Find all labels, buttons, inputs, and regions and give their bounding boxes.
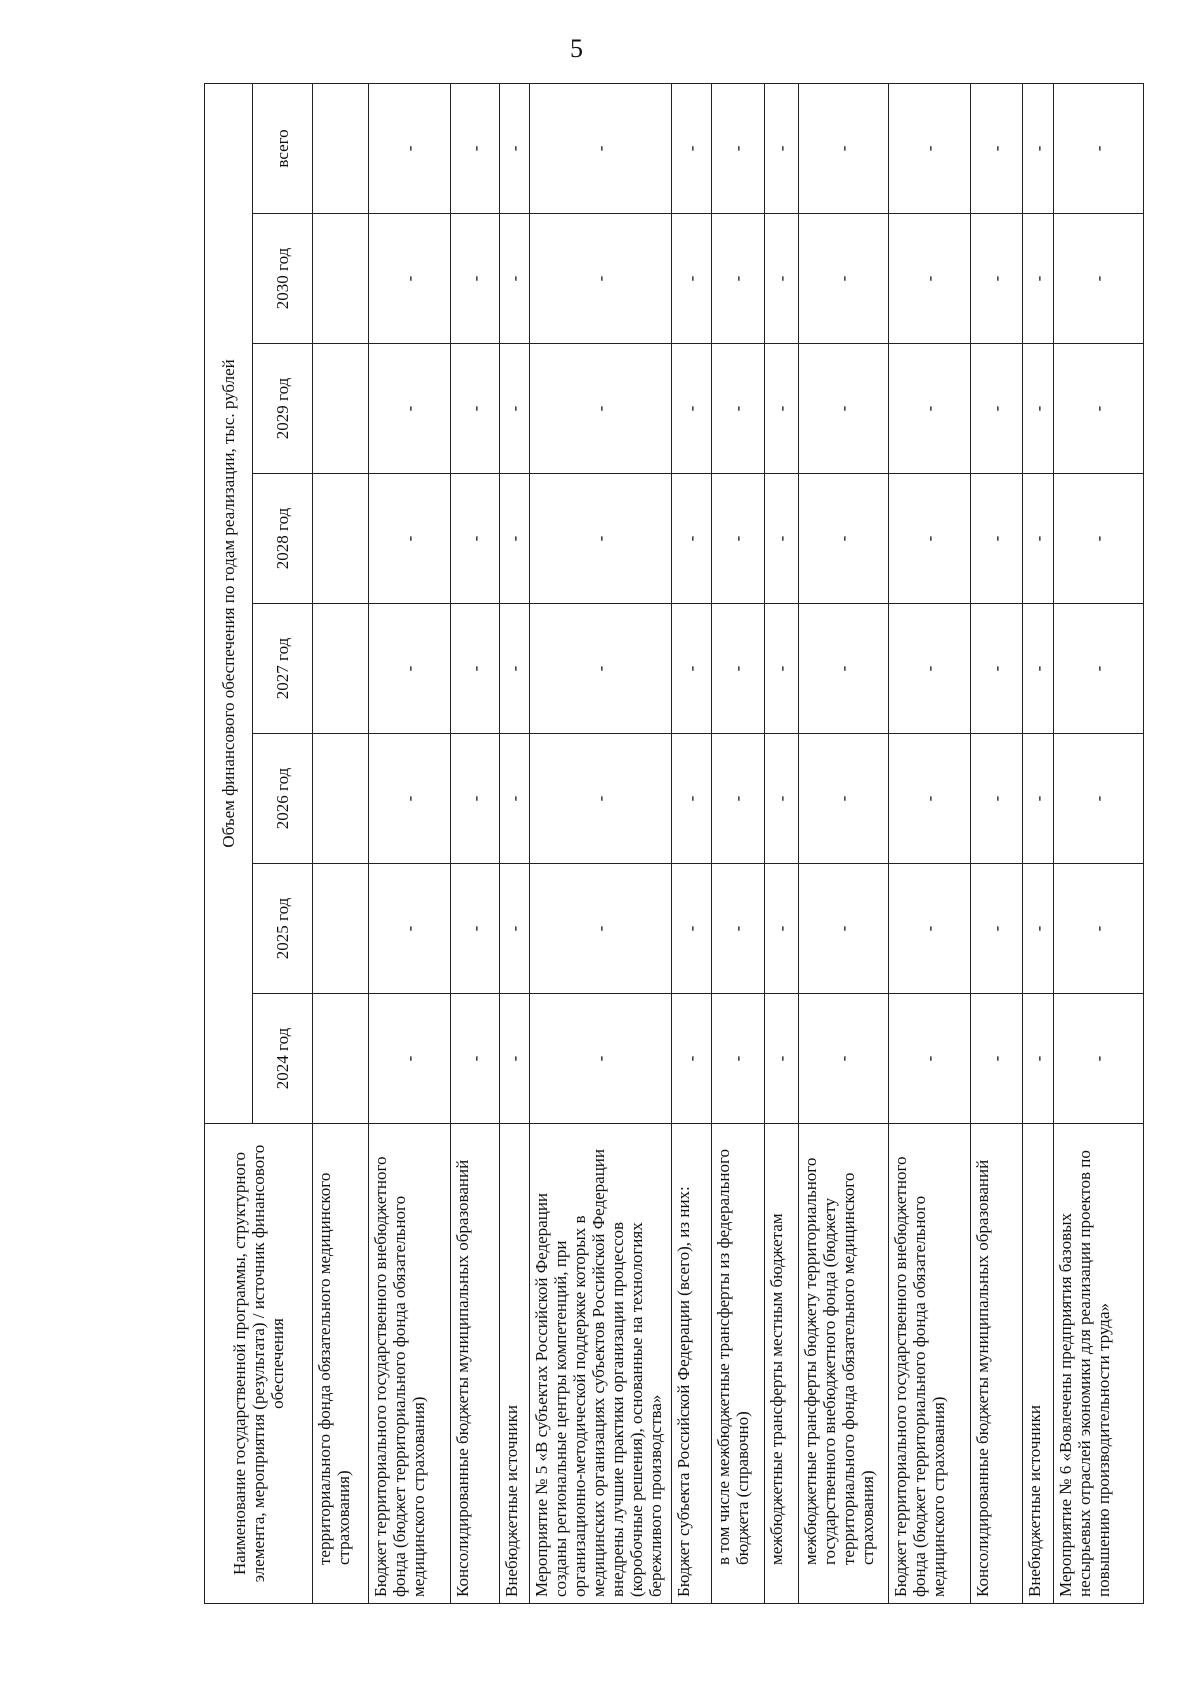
row-label: Консолидированные бюджеты муниципальных образований xyxy=(971,1124,1023,1604)
table-row xyxy=(672,83,712,1603)
row-label: Бюджет территориального государственного внебюджетного фонда (бюджет территориального фонда обязательного медицинского страхования) xyxy=(369,1124,451,1604)
value-cell: - xyxy=(529,604,672,734)
value-cell: - xyxy=(369,214,451,344)
value-cell: - xyxy=(764,994,798,1124)
table-row xyxy=(1053,83,1143,1603)
value-cell: - xyxy=(764,83,798,213)
value-cell: - xyxy=(971,734,1023,864)
value-cell: - xyxy=(971,864,1023,994)
value-cell: - xyxy=(798,734,888,864)
value-cell: - xyxy=(889,864,971,994)
value-cell: - xyxy=(971,344,1023,474)
value-cell: - xyxy=(451,604,499,734)
value-cell: - xyxy=(369,344,451,474)
value-cell: - xyxy=(529,734,672,864)
value-cell: - xyxy=(798,344,888,474)
header-year: 2028 год xyxy=(253,474,313,604)
table-row xyxy=(529,83,672,1603)
value-cell: - xyxy=(499,994,529,1124)
table-row xyxy=(451,83,499,1603)
value-cell: - xyxy=(1023,474,1053,604)
row-label: Мероприятие № 6 «Вовлечены предприятия базовых несырьевых отраслей экономики для реализации проектов по повышению производительности труда» xyxy=(1053,1124,1143,1604)
value-cell: - xyxy=(499,864,529,994)
page-number: 5 xyxy=(570,34,583,63)
header-name-column: Наименование государственной программы, структурного элемента, мероприятия (результата) / источник финансового обеспечения xyxy=(205,1124,313,1604)
value-cell: - xyxy=(529,994,672,1124)
value-cell: - xyxy=(451,864,499,994)
header-year: 2030 год xyxy=(253,214,313,344)
value-cell: - xyxy=(499,604,529,734)
value-cell: - xyxy=(672,83,712,213)
value-cell: - xyxy=(971,214,1023,344)
value-cell: - xyxy=(712,474,764,604)
value-cell: - xyxy=(672,474,712,604)
value-cell: - xyxy=(499,214,529,344)
value-cell: - xyxy=(712,994,764,1124)
value-cell: - xyxy=(712,734,764,864)
row-label: Внебюджетные источники xyxy=(1023,1124,1053,1604)
header-year: 2029 год xyxy=(253,344,313,474)
value-cell: - xyxy=(529,214,672,344)
value-cell: - xyxy=(798,83,888,213)
table-row xyxy=(764,83,798,1603)
value-cell: - xyxy=(1023,83,1053,213)
value-cell: - xyxy=(369,734,451,864)
value-cell: - xyxy=(672,994,712,1124)
value-cell: - xyxy=(712,214,764,344)
value-cell: - xyxy=(889,83,971,213)
value-cell: - xyxy=(889,604,971,734)
value-cell xyxy=(313,344,369,474)
value-cell: - xyxy=(889,214,971,344)
row-label: межбюджетные трансферты бюджету территориального государственного внебюджетного фонда (бюджету территориального фонда обязательного медицинского страхования) xyxy=(798,1124,888,1604)
header-volume-title: Объем финансового обеспечения по годам реализации, тыс. рублей xyxy=(205,83,253,1123)
value-cell: - xyxy=(764,734,798,864)
value-cell: - xyxy=(1053,344,1143,474)
table-row xyxy=(313,83,369,1603)
value-cell: - xyxy=(1023,604,1053,734)
row-label: Консолидированные бюджеты муниципальных образований xyxy=(451,1124,499,1604)
value-cell: - xyxy=(971,604,1023,734)
value-cell: - xyxy=(369,604,451,734)
value-cell: - xyxy=(672,214,712,344)
value-cell: - xyxy=(369,83,451,213)
table-row xyxy=(712,83,764,1603)
header-year: 2026 год xyxy=(253,734,313,864)
value-cell: - xyxy=(712,604,764,734)
value-cell: - xyxy=(672,734,712,864)
value-cell: - xyxy=(798,214,888,344)
value-cell: - xyxy=(971,474,1023,604)
value-cell: - xyxy=(1053,864,1143,994)
value-cell: - xyxy=(451,83,499,213)
row-label: межбюджетные трансферты местным бюджетам xyxy=(764,1124,798,1604)
value-cell: - xyxy=(712,864,764,994)
value-cell: - xyxy=(798,994,888,1124)
value-cell: - xyxy=(529,83,672,213)
header-year: 2025 год xyxy=(253,864,313,994)
value-cell: - xyxy=(1023,994,1053,1124)
value-cell: - xyxy=(971,83,1023,213)
value-cell: - xyxy=(1053,474,1143,604)
row-label: Мероприятие № 5 «В субъектах Российской Федерации созданы региональные центры компетенций, при организационно-методической поддержке которых в медицинских организациях субъектов Российской Федерации внедрены лучшие практики организации процессов (коробочные решения), основанные на технологиях бережливого производства» xyxy=(529,1124,672,1604)
value-cell: - xyxy=(499,734,529,864)
value-cell: - xyxy=(499,344,529,474)
value-cell: - xyxy=(764,474,798,604)
value-cell xyxy=(313,604,369,734)
value-cell: - xyxy=(889,734,971,864)
table-row xyxy=(499,83,529,1603)
value-cell: - xyxy=(451,474,499,604)
value-cell: - xyxy=(889,994,971,1124)
value-cell xyxy=(313,864,369,994)
table-row xyxy=(971,83,1023,1603)
header-year: 2024 год xyxy=(253,994,313,1124)
value-cell: - xyxy=(369,994,451,1124)
value-cell xyxy=(313,734,369,864)
value-cell: - xyxy=(764,864,798,994)
value-cell: - xyxy=(451,734,499,864)
header-year: 2027 год xyxy=(253,604,313,734)
value-cell: - xyxy=(798,604,888,734)
value-cell: - xyxy=(1053,214,1143,344)
value-cell: - xyxy=(672,344,712,474)
value-cell: - xyxy=(798,474,888,604)
value-cell xyxy=(313,994,369,1124)
value-cell: - xyxy=(1053,83,1143,213)
value-cell: - xyxy=(451,214,499,344)
row-label: Бюджет территориального государственного внебюджетного фонда (бюджет территориального фонда обязательного медицинского страхования) xyxy=(889,1124,971,1604)
value-cell: - xyxy=(499,474,529,604)
value-cell: - xyxy=(764,344,798,474)
value-cell: - xyxy=(1053,734,1143,864)
value-cell xyxy=(313,474,369,604)
value-cell: - xyxy=(499,83,529,213)
row-label: Внебюджетные источники xyxy=(499,1124,529,1604)
value-cell: - xyxy=(798,864,888,994)
value-cell: - xyxy=(369,864,451,994)
value-cell: - xyxy=(712,344,764,474)
value-cell: - xyxy=(529,344,672,474)
financing-table xyxy=(204,83,1144,1604)
table-row xyxy=(889,83,971,1603)
value-cell: - xyxy=(889,474,971,604)
value-cell: - xyxy=(971,994,1023,1124)
value-cell: - xyxy=(529,474,672,604)
value-cell: - xyxy=(672,604,712,734)
value-cell: - xyxy=(1023,864,1053,994)
value-cell: - xyxy=(451,994,499,1124)
value-cell: - xyxy=(764,604,798,734)
row-label: в том числе межбюджетные трансферты из федерального бюджета (справочно) xyxy=(712,1124,764,1604)
value-cell xyxy=(313,83,369,213)
row-label: территориального фонда обязательного медицинского страхования) xyxy=(313,1124,369,1604)
value-cell: - xyxy=(369,474,451,604)
value-cell: - xyxy=(1023,344,1053,474)
value-cell: - xyxy=(1053,994,1143,1124)
table-row xyxy=(1023,83,1053,1603)
value-cell: - xyxy=(1023,734,1053,864)
rotated-table-wrapper xyxy=(204,84,1144,1604)
value-cell: - xyxy=(672,864,712,994)
value-cell: - xyxy=(451,344,499,474)
value-cell: - xyxy=(712,83,764,213)
value-cell: - xyxy=(1053,604,1143,734)
row-label: Бюджет субъекта Российской Федерации (всего), из них: xyxy=(672,1124,712,1604)
table-row xyxy=(369,83,451,1603)
header-year: всего xyxy=(253,83,313,213)
table-row xyxy=(798,83,888,1603)
value-cell: - xyxy=(529,864,672,994)
value-cell: - xyxy=(764,214,798,344)
value-cell: - xyxy=(1023,214,1053,344)
value-cell xyxy=(313,214,369,344)
value-cell: - xyxy=(889,344,971,474)
